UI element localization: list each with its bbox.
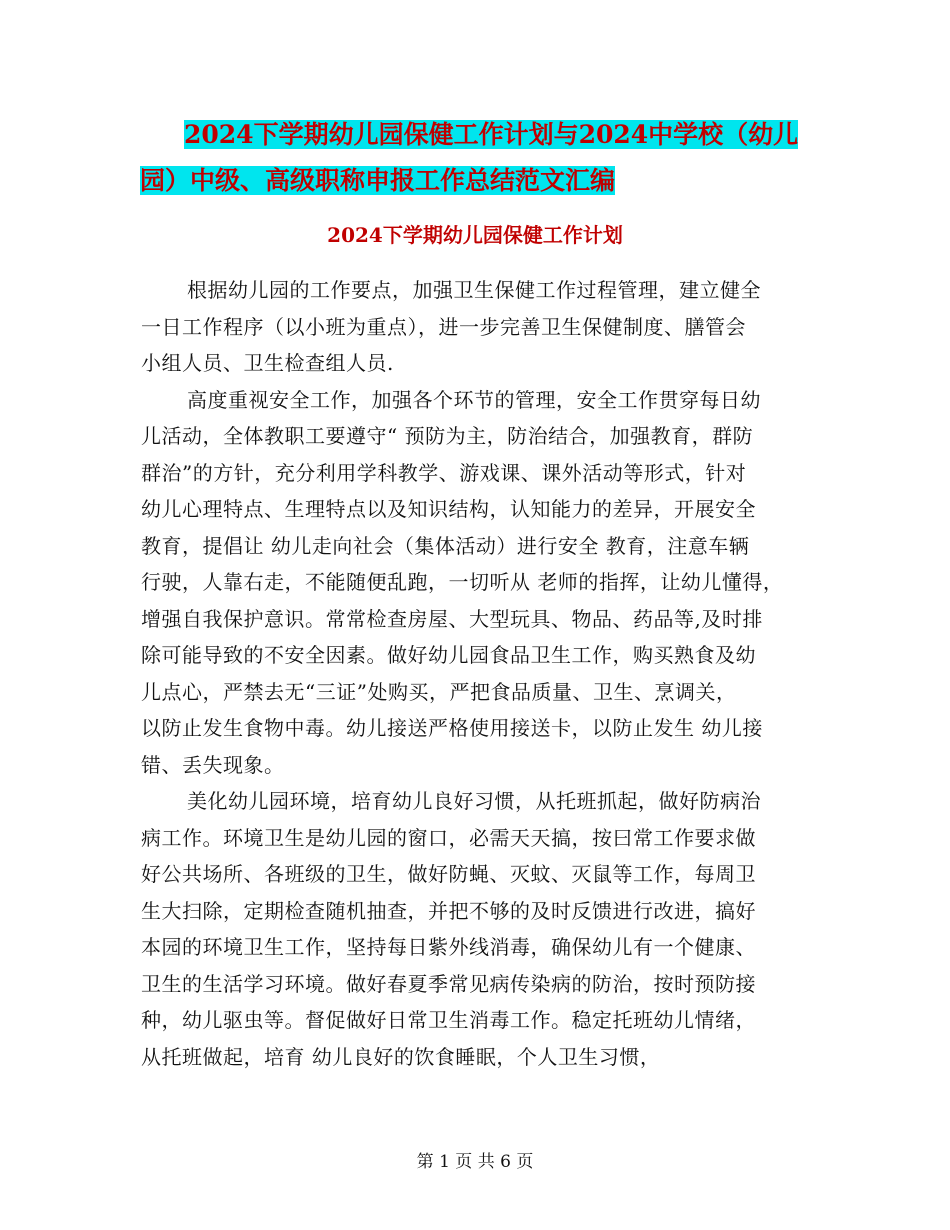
document-title-line-2 — [140, 166, 615, 195]
text-line: 错、丢失现象。 — [141, 752, 285, 777]
text-line: 根据幼儿园的工作要点，加强卫生保健工作过程管理，建立健全 — [187, 278, 761, 302]
paragraph-2 — [141, 382, 811, 784]
text-line: 行驶，人靠右走，不能随便乱跑，一切听从 老师的指挥，让幼儿懂得， — [141, 570, 784, 594]
document-title — [140, 112, 820, 204]
text-line: 儿点心，严禁去无“三证”处购买，严把食品质量、卫生、烹调关， — [141, 679, 737, 704]
text-line: 儿活动，全体教职工要遵守“ 预防为主，防治结合，加强教育，群防 — [141, 424, 754, 448]
text-line: 增强自我保护意识。常常检查房屋、大型玩具、物品、药品等,及时排 — [141, 606, 763, 631]
text-line: 群治”的方针，充分利用学科教学、游戏课、课外活动等形式，针对 — [141, 460, 747, 485]
text-line: 卫生的生活学习环境。做好春夏季常见病传染病的防治，按时预防接 — [141, 971, 756, 996]
document-title-line-1 — [140, 112, 820, 158]
page-footer: 第 1 页 共 6 页 — [416, 1152, 534, 1172]
text-line: 以防止发生食物中毒。幼儿接送严格使用接送卡，以防止发生 幼儿接 — [141, 716, 763, 740]
text-line: 小组人员、卫生检查组人员. — [141, 351, 394, 375]
text-line: 从托班做起，培育 幼儿良好的饮食睡眠，个人卫生习惯， — [141, 1044, 661, 1069]
text-line: 幼儿心理特点、生理特点以及知识结构，认知能力的差异，开展安全 — [141, 497, 756, 521]
text-line: 本园的环境卫生工作，坚持每日紫外线消毒，确保幼儿有一个健康、 — [141, 935, 756, 959]
text-line: 一日工作程序（以小班为重点），进一步完善卫生保健制度、膳管会 — [141, 314, 746, 339]
text-line: 种，幼儿驱虫等。督促做好日常卫生消毒工作。稳定托班幼儿情绪， — [141, 1008, 756, 1032]
text-line: 病工作。环境卫生是幼儿园的窗口，必需天天搞，按曰常工作要求做 — [141, 825, 756, 850]
text-line: 好公共场所、各班级的卫生，做好防蝇、灭蚊、灭鼠等工作，每周卫 — [141, 862, 756, 886]
text-line: 美化幼儿园环境，培育幼儿良好习惯，从托班抓起，做好防病治 — [187, 789, 761, 813]
text-line: 除可能导致的不安全因素。做好幼儿园食品卫生工作，购买熟食及幼 — [141, 643, 756, 667]
title-highlight: 园）中级、高级职称申报工作总结范文汇编 — [140, 166, 616, 195]
text-line: 生大扫除，定期检查随机抽查，并把不够的及时反馈进行改进，搞好 — [141, 898, 756, 923]
section-heading: 2024下学期幼儿园保健工作计划 — [327, 223, 623, 247]
body-text — [141, 272, 811, 1075]
text-line: 教育，提倡让 幼儿走向社会（集体活动）进行安全 教育，注意车辆 — [141, 533, 750, 558]
text-line: 高度重视安全工作，加强各个环节的管理，安全工作贯穿每日幼 — [187, 387, 761, 412]
title-highlight: 2024下学期幼儿园保健工作计划与2024中学校（幼儿 — [184, 120, 799, 149]
paragraph-3 — [141, 783, 811, 1075]
paragraph-1 — [141, 272, 811, 382]
